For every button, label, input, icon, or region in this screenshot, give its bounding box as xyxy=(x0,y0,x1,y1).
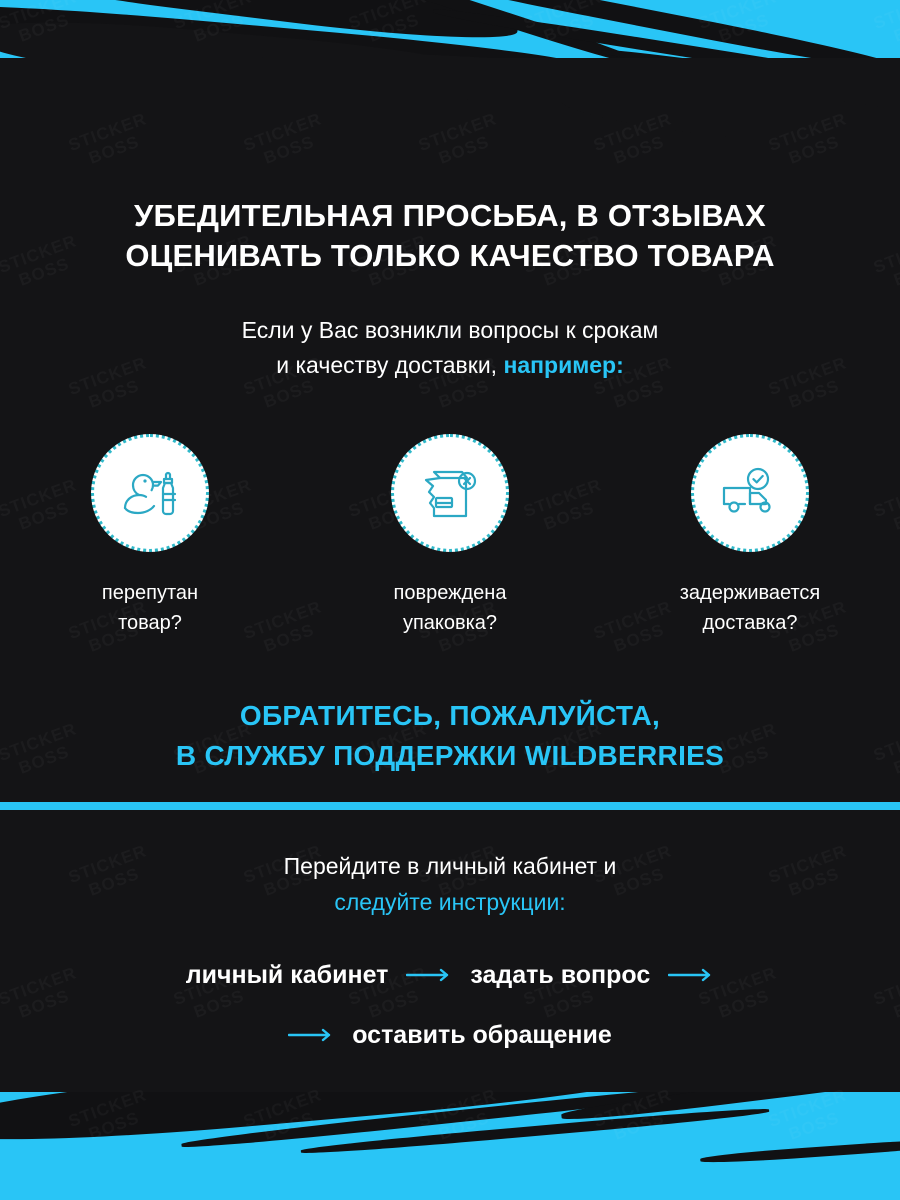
subtitle xyxy=(0,313,900,383)
baby-bottle-duck-icon xyxy=(117,464,183,522)
reason-item-wrong-product xyxy=(56,434,244,638)
step-ask-question: задать вопрос xyxy=(470,961,651,989)
subtitle-line-1: Если у Вас возникли вопросы к срокам xyxy=(241,317,659,343)
headline-line-2: ОЦЕНИВАТЬ ТОЛЬКО КАЧЕСТВО ТОВАРА xyxy=(125,238,775,273)
instruction-intro-line-2: следуйте инструкции: xyxy=(334,889,566,915)
support-call-to-action xyxy=(0,696,900,776)
reason-caption-line-2: упаковка? xyxy=(402,612,498,634)
reason-circle xyxy=(391,434,509,552)
damaged-package-icon xyxy=(420,464,480,522)
delivery-truck-clock-icon xyxy=(719,466,781,520)
step-personal-account: личный кабинет xyxy=(185,961,389,989)
reason-item-damaged-package xyxy=(356,434,544,638)
arrow-right-icon xyxy=(288,1028,334,1042)
subtitle-line-2 xyxy=(0,348,900,383)
instruction-steps xyxy=(0,958,900,1078)
reason-caption xyxy=(356,578,544,638)
instruction-steps-row-1 xyxy=(0,958,900,992)
reason-circle xyxy=(691,434,809,552)
instruction-intro xyxy=(0,848,900,920)
step-leave-request: оставить обращение xyxy=(352,1021,612,1049)
cta-line-1: ОБРАТИТЕСЬ, ПОЖАЛУЙСТА, xyxy=(239,700,661,731)
instruction-intro-line-1: Перейдите в личный кабинет и xyxy=(283,853,617,879)
reason-caption-line-1: задерживается xyxy=(679,582,821,604)
subtitle-line-2-accent: например: xyxy=(503,352,624,378)
page-title xyxy=(0,196,900,276)
reason-caption xyxy=(56,578,244,638)
cta-line-2: В СЛУЖБУ ПОДДЕРЖКИ WILDBERRIES xyxy=(175,740,725,771)
reason-caption-line-1: перепутан xyxy=(101,582,199,604)
reason-caption xyxy=(656,578,844,638)
reason-circle xyxy=(91,434,209,552)
reason-icons-row xyxy=(0,434,900,638)
subtitle-line-2-plain: и качеству доставки, xyxy=(276,352,504,378)
reason-item-delayed-delivery xyxy=(656,434,844,638)
section-divider xyxy=(0,802,900,810)
instruction-steps-row-2 xyxy=(0,1018,900,1052)
reason-caption-line-1: повреждена xyxy=(393,582,507,604)
arrow-right-icon xyxy=(668,968,714,982)
arrow-right-icon xyxy=(406,968,452,982)
reason-caption-line-2: товар? xyxy=(118,612,182,634)
headline-line-1: УБЕДИТЕЛЬНАЯ ПРОСЬБА, В ОТЗЫВАХ xyxy=(134,198,766,233)
reason-caption-line-2: доставка? xyxy=(702,612,798,634)
